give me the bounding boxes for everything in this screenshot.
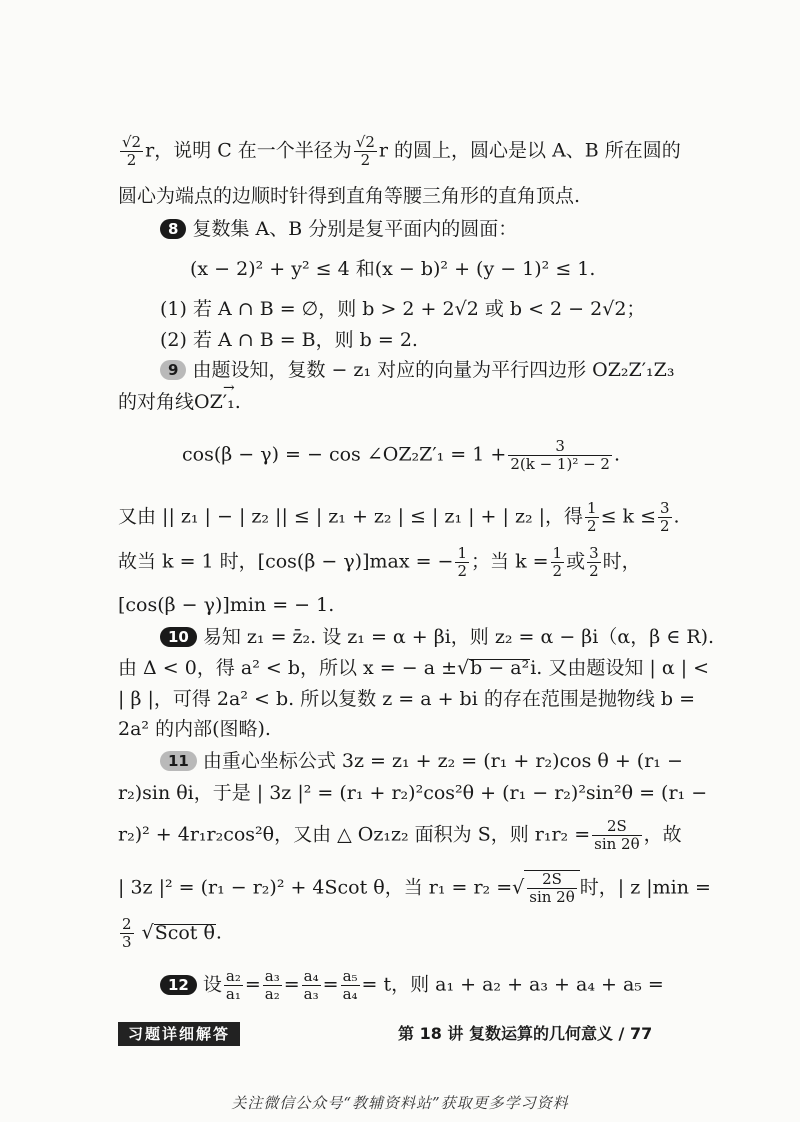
frac-three-half: $\frac{3}{2}$ xyxy=(660,499,670,535)
watermark: 关注微信公众号“教辅资料站”获取更多学习资料 xyxy=(231,1094,569,1112)
frac-a4-a3: $\frac{\text{a₄}}{\text{a₃}}$ xyxy=(303,967,319,1003)
line-1: $\frac{√2}{2}$ r，说明 C 在一个半径为 $\frac{√2}{2}$ r 的圆上，圆心是以 A、B 所在圆的 xyxy=(122,133,681,169)
frac-a3-a2: $\frac{\text{a₃}}{\text{a₂}}$ xyxy=(264,967,280,1003)
line-4: (x − 2)² + y² ≤ 4 和(x − b)² + (y − 1)² ≤ 1. xyxy=(190,258,596,280)
line-18: r₂)sin θi，于是 | 3z |² = (r₁ + r₂)²cos²θ + (r₁ − r₂)²sin²θ = (r₁ − xyxy=(118,782,708,804)
problem-12: 12 设 $\frac{\text{a₂}}{\text{a₁}}$ = $\frac{\text{a₃}}{\text{a₂}}$ = $\frac{\text{a₄}}{\text{a₃}}$ = $\frac{\text{a₅}}{\text{a₄}}$ = t，则 a₁ + a₂ + a₃ + a₄ + a₅ = xyxy=(160,968,664,1003)
frac-three-half-2: $\frac{3}{2}$ xyxy=(589,544,599,580)
frac-2s: $\frac{2S}{\sin 2\theta}$ xyxy=(594,817,640,853)
frac-a2-a1: $\frac{\text{a₂}}{\text{a₁}}$ xyxy=(225,967,241,1003)
line-16: 2a² 的内部(图略). xyxy=(118,718,271,740)
line-10: 又由 || z₁ | − | z₂ || ≤ | z₁ + z₂ | ≤ | z₁ | + | z₂ |，得 $\frac{1}{2}$ ≤ k ≤ $\frac{3}{2}$ . xyxy=(118,499,680,535)
line-14: 由 Δ < 0，得 a² < b，所以 x = − a ±√b − a²i. 又由题设知 | α | < xyxy=(118,657,710,679)
badge-8: 8 xyxy=(160,219,186,239)
line-9: cos(β − γ) = − cos ∠OZ₂Z′₁ = 1 + $\frac{3}{\text{2(k − 1)² − 2}}$ . xyxy=(182,437,621,473)
line-11: 故当 k = 1 时，[cos(β − γ)]max = − $\frac{1}{2}$ ；当 k = $\frac{1}{2}$ 或 $\frac{3}{2}$ 时， xyxy=(118,544,641,580)
frac-2-3: $\frac{2}{3}$ xyxy=(122,915,132,951)
line-15: | β |，可得 2a² < b. 所以复数 z = a + bi 的存在范围是抛物线 b = xyxy=(118,688,695,710)
sqrt-2s xyxy=(524,870,580,906)
frac-a5-a4: $\frac{\text{a₅}}{\text{a₄}}$ xyxy=(342,967,358,1003)
sqrt-b-a2: b − a² xyxy=(470,657,530,679)
badge-10: 10 xyxy=(160,627,197,647)
problem-10: 10 易知 z₁ = z̄₂. 设 z₁ = α + βi，则 z₂ = α − βi（α，β ∈ R). xyxy=(160,624,714,650)
line-8: 的对角线→ OZ′₁. xyxy=(118,389,241,415)
line-2: 圆心为端点的边顺时针得到直角等腰三角形的直角顶点. xyxy=(118,185,581,207)
problem-11: 11 由重心坐标公式 3z = z₁ + z₂ = (r₁ + r₂)cos θ + (r₁ − xyxy=(160,748,683,774)
line-12: [cos(β − γ)]min = − 1. xyxy=(118,594,335,616)
badge-12: 12 xyxy=(160,975,197,995)
line-19: r₂)² + 4r₁r₂cos²θ，又由 △ Oz₁z₂ 面积为 S，则 r₁r₂ = $\frac{2S}{\sin 2\theta}$ ，故 xyxy=(118,817,682,853)
badge-9: 9 xyxy=(160,360,186,380)
frac-sqrt2-over-2b: $\frac{√2}{2}$ xyxy=(355,133,375,169)
frac-half-3: $\frac{1}{2}$ xyxy=(552,544,563,580)
footer-chapter-page: 第 18 讲 复数运算的几何意义 / 77 xyxy=(398,1024,653,1043)
frac-2s-b: $\frac{2S}{\sin 2\theta}$ xyxy=(529,870,575,906)
vector-oz1: → OZ′₁ xyxy=(194,389,235,415)
footer-section-label: 习题详细解答 xyxy=(118,1022,240,1046)
problem-9: 9 由题设知，复数 − z₁ 对应的向量为平行四边形 OZ₂Z′₁Z₃ xyxy=(160,357,675,383)
problem-8: 8 复数集 A、B 分别是复平面内的圆面： xyxy=(160,216,517,242)
frac-half-2: $\frac{1}{2}$ xyxy=(457,544,468,580)
frac-sqrt2-over-2: $\frac{√2}{2}$ xyxy=(122,133,142,169)
badge-11: 11 xyxy=(160,751,197,771)
line-20: | 3z |² = (r₁ − r₂)² + 4Scot θ，当 r₁ = r₂ =√ $\frac{2S}{\sin 2\theta}$ 时，| z |min = xyxy=(118,870,711,906)
line-5: (1) 若 A ∩ B = ∅，则 b > 2 + 2√2 或 b < 2 − 2√2； xyxy=(160,298,646,320)
frac-half: $\frac{1}{2}$ xyxy=(587,499,597,535)
frac-3-over: $\frac{3}{\text{2(k − 1)² − 2}}$ xyxy=(510,437,610,473)
sqrt-scot: Scot θ xyxy=(154,921,215,944)
line-6: (2) 若 A ∩ B = B，则 b = 2. xyxy=(160,329,418,351)
line-21: $\frac{2}{3}$ √Scot θ. xyxy=(122,915,222,951)
